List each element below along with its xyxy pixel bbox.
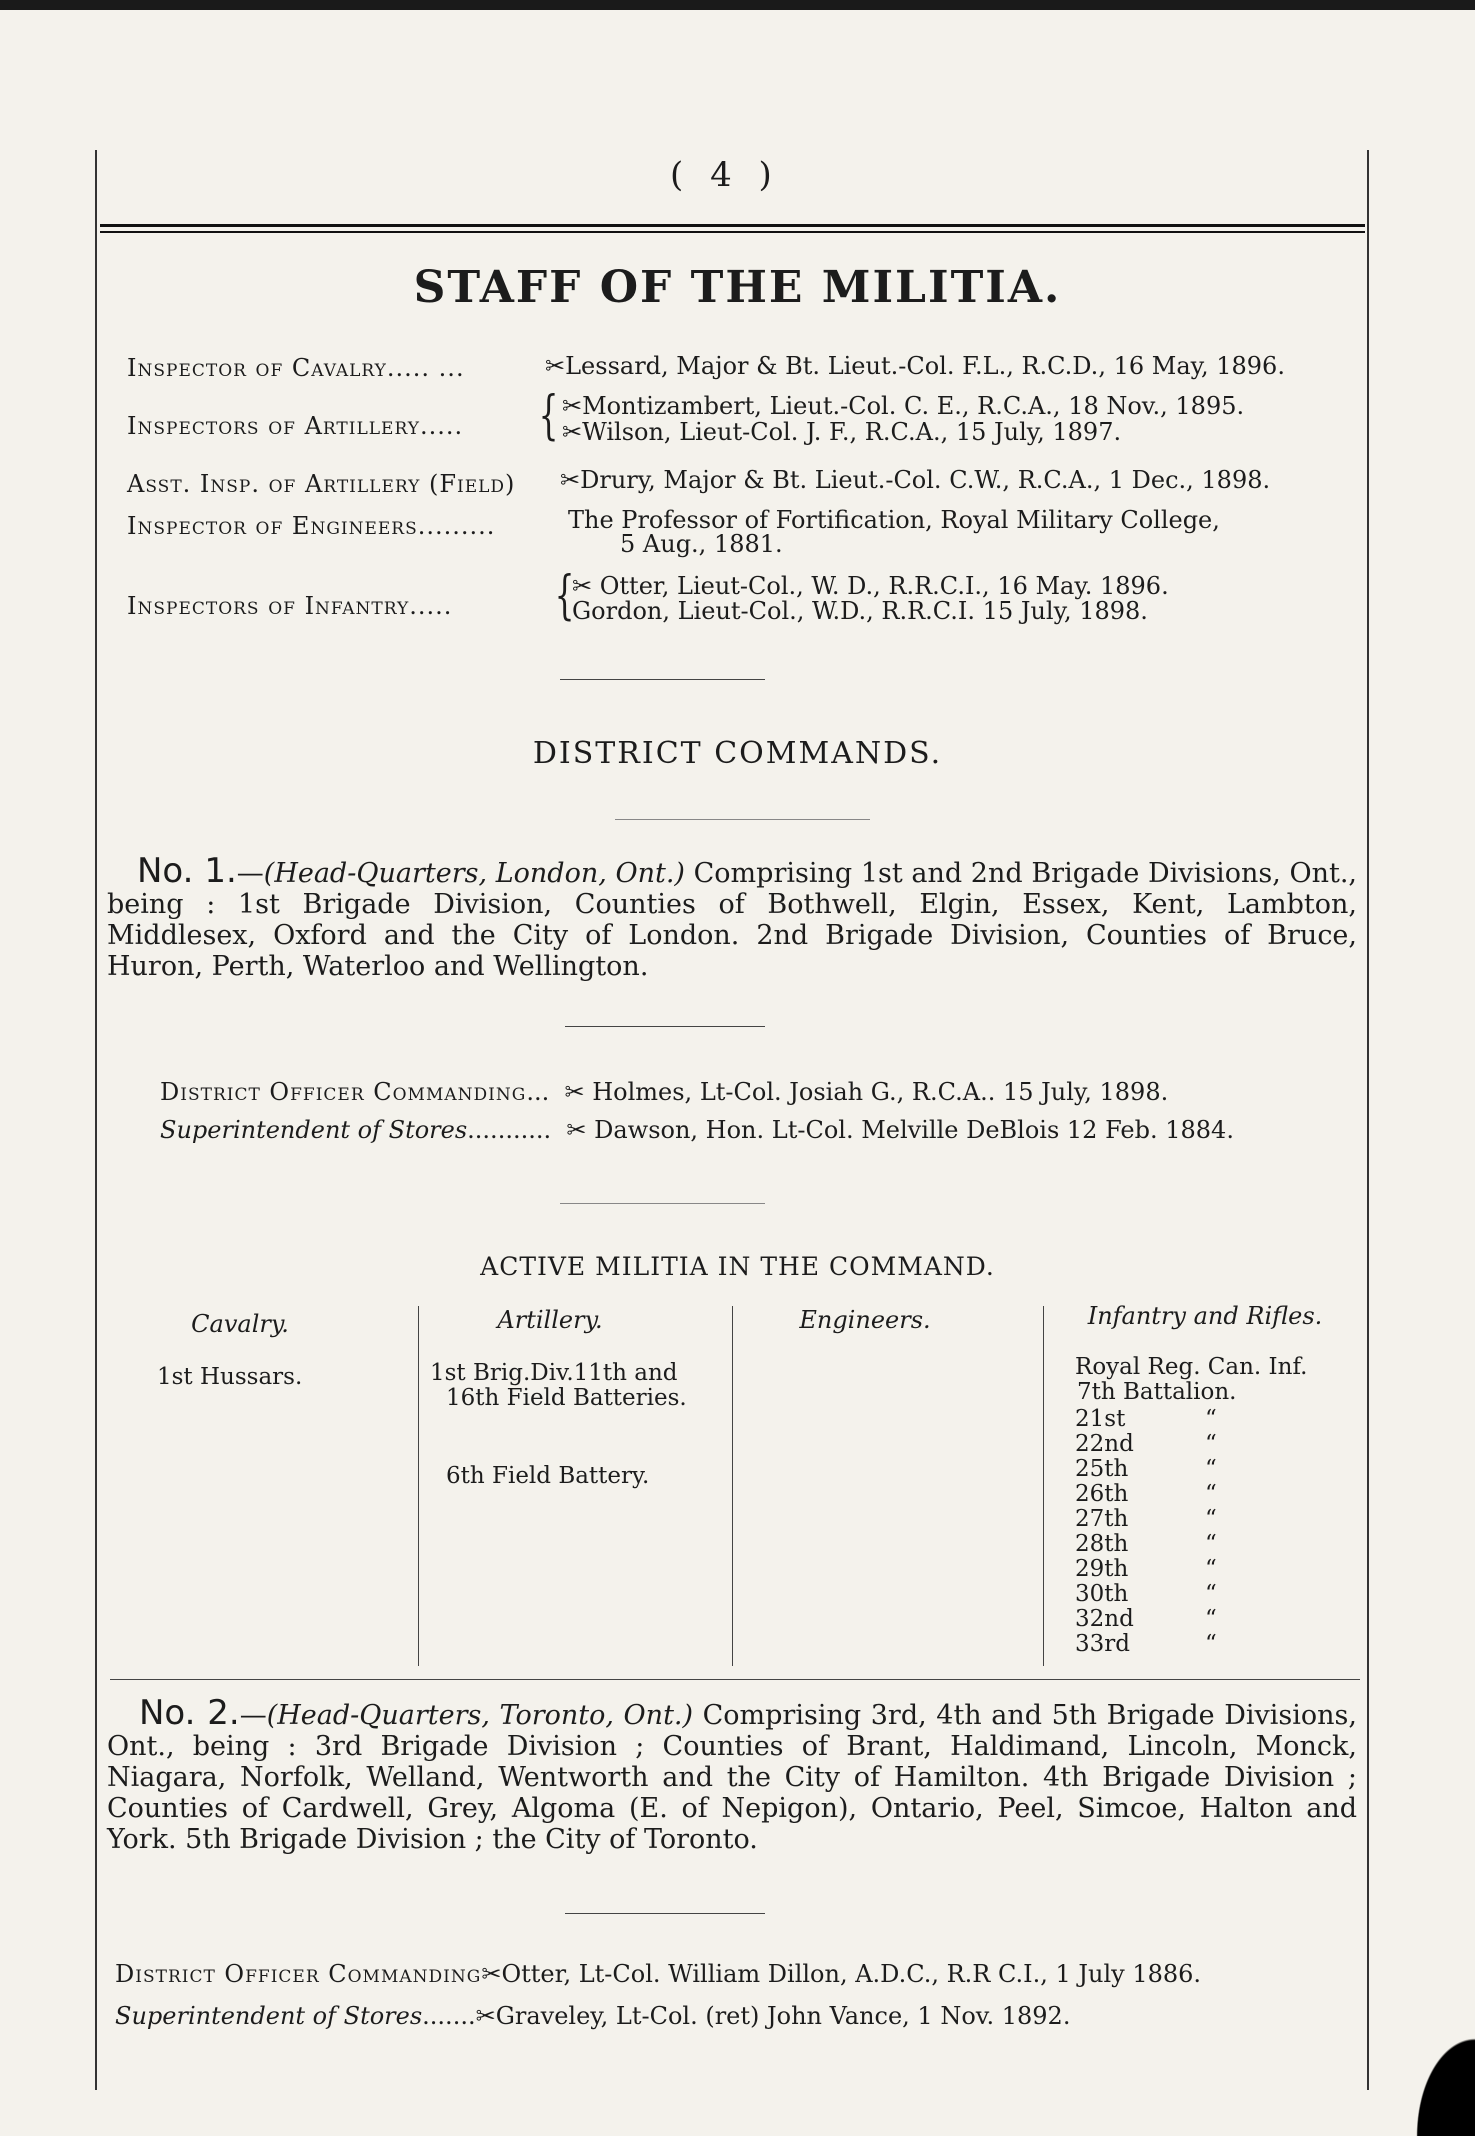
ditto-mark: “: [1205, 1481, 1217, 1507]
district-2-officer: District Officer Commanding✂Otter, Lt-Col. William Dillon, A.D.C., R.R C.I., 1 July 1886.: [115, 1960, 1202, 1988]
ditto-mark: “: [1205, 1581, 1217, 1607]
infantry-battalion: 32nd: [1075, 1606, 1134, 1632]
page-title: STAFF OF THE MILITIA.: [413, 262, 1062, 313]
staff-role-infantry: Inspectors of Infantry.....: [127, 592, 453, 620]
infantry-battalion: 33rd: [1075, 1631, 1130, 1657]
artillery-unit: 6th Field Battery.: [446, 1463, 650, 1489]
ditto-mark: “: [1205, 1431, 1217, 1457]
infantry-battalion: 28th: [1075, 1531, 1129, 1557]
ditto-mark: “: [1205, 1506, 1217, 1532]
staff-entry-artillery-2: ✂Wilson, Lieut-Col. J. F., R.C.A., 15 July, 1897.: [562, 418, 1122, 446]
ditto-mark: “: [1205, 1631, 1217, 1657]
section-divider: [565, 1026, 765, 1027]
staff-entry-asst-artillery: ✂Drury, Major & Bt. Lieut.-Col. C.W., R.C.A., 1 Dec., 1898.: [560, 466, 1271, 494]
staff-entry-engineers-1: The Professor of Fortification, Royal Military College,: [568, 506, 1220, 534]
ditto-mark: “: [1205, 1456, 1217, 1482]
column-engineers: Engineers.: [799, 1306, 931, 1334]
header-rule-thick: [100, 224, 1365, 227]
scan-top-edge: [0, 0, 1475, 10]
staff-entry-cavalry: ✂Lessard, Major & Bt. Lieut.-Col. F.L., R.C.D., 16 May, 1896.: [545, 352, 1285, 380]
brace-infantry: {: [554, 566, 575, 626]
infantry-unit: 7th Battalion.: [1077, 1379, 1237, 1405]
staff-role-cavalry: Inspector of Cavalry..... ...: [127, 354, 465, 382]
district-1-paragraph: No. 1.—(Head-Quarters, London, Ont.) Comprising 1st and 2nd Brigade Divisions, Ont., being : 1st Brigade Division, Counties of Bothwell, Elgin, Essex, Kent, Lambton, Middlesex, Oxford and the City of London. 2nd Brigade Division, Counties of Bruce, Huron, Perth, Waterloo and Wellington.: [107, 851, 1357, 982]
infantry-battalion: 30th: [1075, 1581, 1129, 1607]
column-divider: [1043, 1306, 1044, 1666]
column-artillery: Artillery.: [497, 1306, 603, 1334]
header-rule-thin: [100, 231, 1365, 233]
active-militia-title: ACTIVE MILITIA IN THE COMMAND.: [480, 1252, 995, 1281]
infantry-battalion: 22nd: [1075, 1431, 1134, 1457]
ditto-mark: “: [1205, 1406, 1217, 1432]
staff-role-engineers: Inspector of Engineers.........: [127, 512, 496, 540]
district-commands-title: DISTRICT COMMANDS.: [532, 736, 943, 771]
infantry-battalion: 25th: [1075, 1456, 1129, 1482]
section-divider: [560, 1203, 765, 1204]
staff-entry-engineers-2: 5 Aug., 1881.: [620, 530, 783, 558]
section-divider: [560, 679, 765, 680]
staff-role-artillery: Inspectors of Artillery.....: [127, 412, 464, 440]
column-infantry: Infantry and Rifles.: [1087, 1302, 1323, 1330]
staff-entry-artillery-1: ✂Montizambert, Lieut.-Col. C. E., R.C.A., 18 Nov., 1895.: [562, 392, 1245, 420]
district-1-stores: Superintendent of Stores........... ✂ Dawson, Hon. Lt-Col. Melville DeBlois 12 Feb. 1884.: [160, 1116, 1234, 1144]
infantry-unit: Royal Reg. Can. Inf.: [1075, 1354, 1308, 1380]
district-2-stores: Superintendent of Stores.......✂Graveley, Lt-Col. (ret) John Vance, 1 Nov. 1892.: [115, 2002, 1071, 2030]
staff-role-asst-artillery: Asst. Insp. of Artillery (Field): [127, 470, 516, 498]
ditto-mark: “: [1205, 1531, 1217, 1557]
infantry-battalion: 29th: [1075, 1556, 1129, 1582]
column-divider: [732, 1306, 733, 1666]
infantry-battalion: 26th: [1075, 1481, 1129, 1507]
ditto-mark: “: [1205, 1606, 1217, 1632]
scan-corner-shadow: [1385, 1986, 1475, 2136]
column-divider: [418, 1306, 419, 1666]
infantry-battalion: 21st: [1075, 1406, 1126, 1432]
table-bottom-rule: [110, 1679, 1360, 1680]
staff-entry-infantry-1: ✂ Otter, Lieut-Col., W. D., R.R.C.I., 16 May. 1896.: [572, 572, 1169, 600]
page-number: ( 4 ): [670, 155, 780, 195]
brace-artillery: {: [538, 386, 559, 446]
section-divider: [565, 1913, 765, 1914]
ditto-mark: “: [1205, 1556, 1217, 1582]
artillery-unit: 1st Brig.Div.11th and: [430, 1360, 678, 1386]
infantry-battalion: 27th: [1075, 1506, 1129, 1532]
section-divider: [615, 819, 870, 820]
district-2-paragraph: No. 2.—(Head-Quarters, Toronto, Ont.) Comprising 3rd, 4th and 5th Brigade Divisions, Ont., being : 3rd Brigade Division ; Counties of Brant, Haldimand, Lincoln, Monck, Niagara, Norfolk, Welland, Wentworth and the City of Hamilton. 4th Brigade Division ; Counties of Cardwell, Grey, Algoma (E. of Nepigon), Ontario, Peel, Simcoe, Halton and York. 5th Brigade Division ; the City of Toronto.: [107, 1693, 1357, 1855]
column-cavalry: Cavalry.: [191, 1310, 289, 1338]
district-1-officer: District Officer Commanding... ✂ Holmes, Lt-Col. Josiah G., R.C.A.. 15 July, 1898.: [160, 1078, 1169, 1106]
artillery-unit: 16th Field Batteries.: [446, 1385, 687, 1411]
staff-entry-infantry-2: Gordon, Lieut-Col., W.D., R.R.C.I. 15 July, 1898.: [572, 597, 1148, 625]
cavalry-unit: 1st Hussars.: [157, 1364, 303, 1390]
